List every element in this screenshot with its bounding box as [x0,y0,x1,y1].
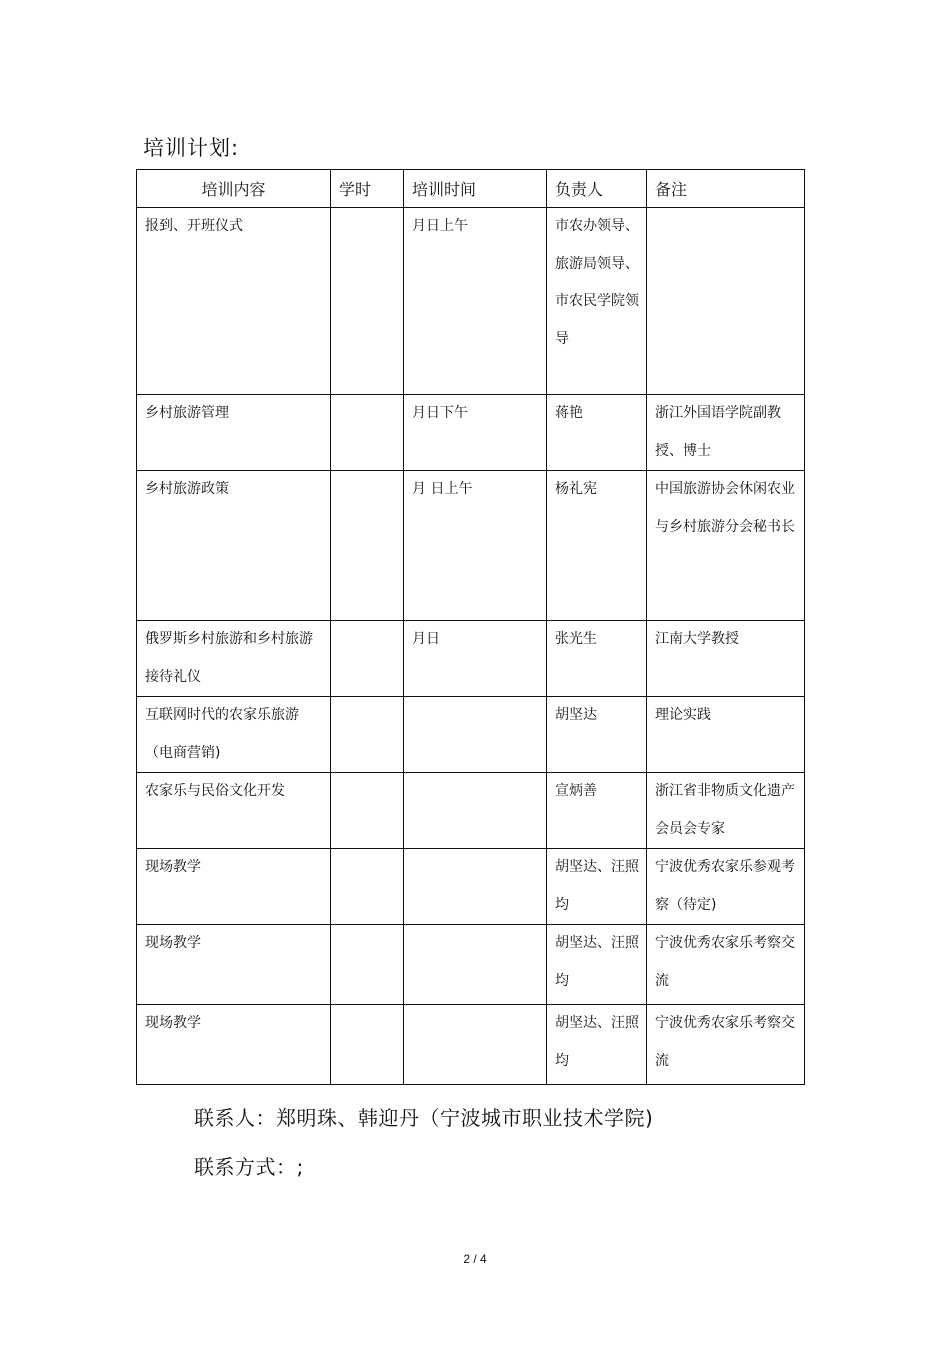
table-row [137,1005,805,1085]
row-note: 宁波优秀农家乐参观考察（待定) [647,849,805,925]
row-note: 江南大学教授 [647,621,805,697]
row-person: 胡坚达、汪照均 [547,925,647,1005]
table-row [137,849,805,925]
table-row [137,925,805,1005]
row-content: 现场教学 [137,1005,331,1085]
row-person: 胡坚达 [547,697,647,773]
header-hours: 学时 [331,170,404,208]
header-note: 备注 [647,170,805,208]
row-hours [331,773,404,849]
row-hours [331,849,404,925]
row-content: 俄罗斯乡村旅游和乡村旅游接待礼仪 [137,621,331,697]
row-content: 现场教学 [137,925,331,1005]
row-note: 中国旅游协会休闲农业与乡村旅游分会秘书长 [647,471,805,621]
row-person: 杨礼宪 [547,471,647,621]
table-row [137,208,805,395]
row-hours [331,621,404,697]
header-time: 培训时间 [404,170,547,208]
header-content: 培训内容 [137,170,331,208]
row-note: 浙江省非物质文化遗产会员会专家 [647,773,805,849]
row-hours [331,395,404,471]
contact-method: 联系方式：; [194,1155,304,1179]
row-content: 报到、开班仪式 [137,208,331,395]
row-content: 乡村旅游政策 [137,471,331,621]
row-content: 现场教学 [137,849,331,925]
table-row [137,773,805,849]
contact-person: 联系人：郑明珠、韩迎丹（宁波城市职业技术学院) [194,1106,654,1130]
row-time [404,925,547,1005]
row-person: 张光生 [547,621,647,697]
row-person: 胡坚达、汪照均 [547,849,647,925]
row-hours [331,1005,404,1085]
row-hours [331,208,404,395]
row-content: 农家乐与民俗文化开发 [137,773,331,849]
row-time [404,773,547,849]
table-row [137,697,805,773]
table-row [137,621,805,697]
table-header-row [137,170,805,208]
row-time: 月日 [404,621,547,697]
header-person: 负责人 [547,170,647,208]
row-time: 月日下午 [404,395,547,471]
row-note: 宁波优秀农家乐考察交流 [647,1005,805,1085]
row-content: 互联网时代的农家乐旅游（电商营销) [137,697,331,773]
row-time: 月日上午 [404,208,547,395]
row-note: 宁波优秀农家乐考察交流 [647,925,805,1005]
row-person: 蒋艳 [547,395,647,471]
row-person: 胡坚达、汪照均 [547,1005,647,1085]
row-time [404,697,547,773]
table-row [137,395,805,471]
page-number: 2 / 4 [463,1252,487,1266]
page-title: 培训计划: [143,136,240,160]
table-row [137,471,805,621]
row-person: 市农办领导、旅游局领导、市农民学院领导 [547,208,647,395]
row-note: 理论实践 [647,697,805,773]
row-note [647,208,805,395]
row-hours [331,471,404,621]
row-time [404,849,547,925]
row-person: 宣炳善 [547,773,647,849]
row-time [404,1005,547,1085]
row-content: 乡村旅游管理 [137,395,331,471]
row-note: 浙江外国语学院副教授、博士 [647,395,805,471]
row-hours [331,925,404,1005]
row-hours [331,697,404,773]
row-time: 月 日上午 [404,471,547,621]
training-plan-table [136,169,805,1085]
